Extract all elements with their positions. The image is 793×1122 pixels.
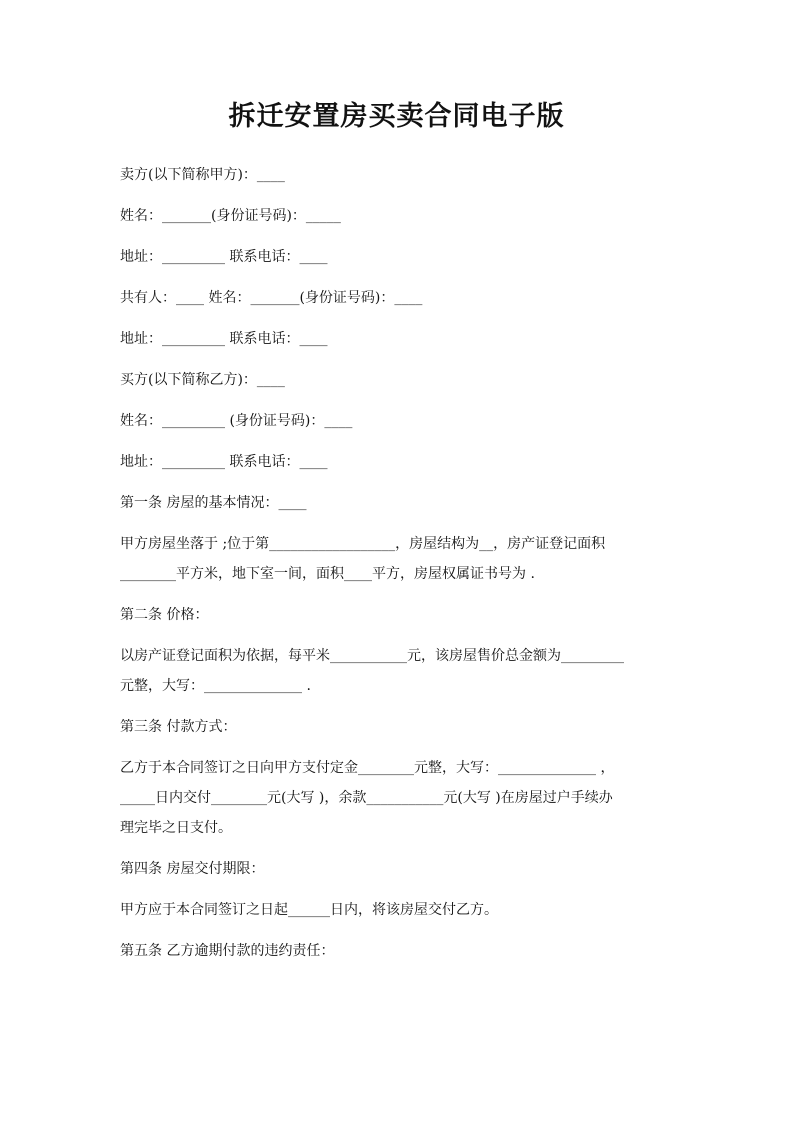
clause-2-text-line-1: 以房产证登记面积为依据，每平米___________元，该房屋售价总金额为_________ — [120, 648, 624, 664]
co-owner-address-line: 地址：_________ 联系电话：____ — [120, 331, 328, 347]
clause-1-heading: 第一条 房屋的基本情况：____ — [120, 495, 307, 511]
clause-4-text: 甲方应于本合同签订之日起______日内，将该房屋交付乙方。 — [120, 902, 498, 918]
seller-heading: 卖方(以下简称甲方)：____ — [120, 167, 285, 183]
clause-3-text-line-2: _____日内交付________元(大写 )，余款___________元(大写 )在房屋过户手续办 — [120, 790, 613, 806]
clause-2-heading: 第二条 价格： — [120, 607, 209, 623]
clause-1-text-line-1: 甲方房屋坐落于 ;位于第__________________，房屋结构为__，房产证登记面积 — [120, 536, 606, 552]
seller-address-line: 地址：_________ 联系电话：____ — [120, 249, 328, 265]
clause-3-heading: 第三条 付款方式： — [120, 719, 237, 735]
clause-3-text-line-3: 理完毕之日支付。 — [120, 820, 232, 836]
document-title: 拆迁安置房买卖合同电子版 — [228, 101, 565, 132]
seller-name-line: 姓名：_______(身份证号码)：_____ — [120, 208, 341, 224]
buyer-name-line: 姓名：_________ (身份证号码)：____ — [120, 413, 353, 429]
clause-4-heading: 第四条 房屋交付期限： — [120, 861, 265, 877]
buyer-address-line: 地址：_________ 联系电话：____ — [120, 454, 328, 470]
clause-1-text-line-2: ________平方米，地下室一间，面积____平方，房屋权属证书号为 . — [120, 566, 535, 582]
clause-1-text — [120, 529, 680, 589]
clause-3-text-line-1: 乙方于本合同签订之日向甲方支付定金________元整，大写：______________ ， — [120, 760, 615, 776]
buyer-heading: 买方(以下简称乙方)：____ — [120, 372, 285, 388]
clause-2-text — [120, 641, 680, 701]
clause-3-text — [120, 753, 680, 843]
clause-5-heading: 第五条 乙方逾期付款的违约责任： — [120, 943, 335, 959]
document-body — [120, 160, 680, 977]
co-owner-line: 共有人：____ 姓名：_______(身份证号码)：____ — [120, 290, 423, 306]
clause-2-text-line-2: 元整，大写：______________ . — [120, 678, 311, 694]
